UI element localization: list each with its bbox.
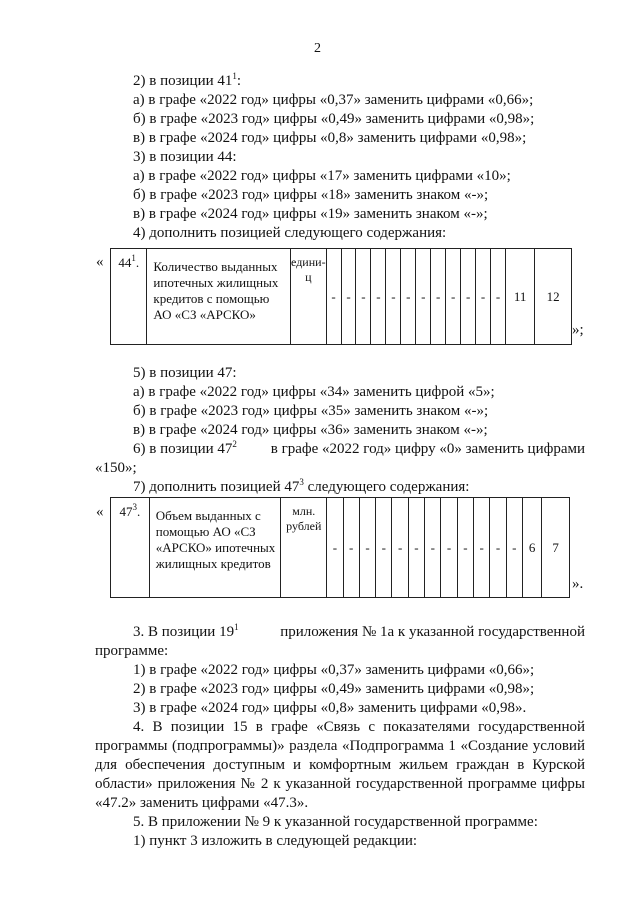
table1-cell: - — [431, 249, 446, 345]
table2-cell: - — [327, 498, 343, 598]
page-number: 2 — [314, 41, 321, 56]
table1 — [110, 248, 572, 345]
table2-cell: - — [425, 498, 441, 598]
table2-unit: млн. рублей — [281, 498, 327, 598]
para-3-item-1: 1) в графе «2022 год» цифры «0,37» заменить цифрами «0,66»; — [133, 662, 535, 678]
table1-cell: - — [326, 249, 341, 345]
para-4-line-3: для обеспечения доступным и комфортным жильем граждан в Курской — [95, 757, 585, 773]
table1-cell: - — [491, 249, 506, 345]
table1-cell: - — [341, 249, 356, 345]
table1-cell: - — [416, 249, 431, 345]
table1-cell: - — [386, 249, 401, 345]
para-5-item-1: 1) пункт 3 изложить в следующей редакции: — [133, 833, 418, 849]
para-4-line-1: 4. В позиции 15 в графе «Связь с показателями государственной — [133, 719, 585, 735]
table2-cell: - — [490, 498, 506, 598]
item-3b: б) в графе «2023 год» цифры «18» заменить знаком «-»; — [133, 187, 489, 203]
table2-cell: - — [343, 498, 359, 598]
item-2c: в) в графе «2024 год» цифры «0,8» заменить цифрами «0,98»; — [133, 130, 527, 146]
item-3-position-44: 3) в позиции 44: — [133, 149, 237, 165]
table2-indicator-name: Объем выданных с помощью АО «СЗ «АРСКО» ипотечных жилищных кредитов — [149, 498, 281, 598]
table2-close-quote: ». — [572, 576, 584, 592]
para-4-line-5: «47.2» заменить цифрами «47.3». — [95, 795, 309, 811]
item-5a: а) в графе «2022 год» цифры «34» заменить цифрой «5»; — [133, 384, 495, 400]
table1-cell: - — [476, 249, 491, 345]
table2 — [110, 497, 570, 598]
table1-close-quote: »; — [572, 322, 584, 338]
para-4-line-2: программы (подпрограммы)» раздела «Подпрограмма 1 «Создание условий — [95, 738, 585, 754]
table2-cell: - — [376, 498, 392, 598]
table2-cell: - — [392, 498, 408, 598]
item-5-position-47: 5) в позиции 47: — [133, 365, 237, 381]
item-2-position-41: 2) в позиции $41^1$: — [133, 71, 242, 89]
table2-cell: - — [441, 498, 457, 598]
item-6-continued: «150»; — [95, 460, 137, 476]
item-5b: б) в графе «2023 год» цифры «35» заменить знаком «-»; — [133, 403, 489, 419]
table2-cell: - — [474, 498, 490, 598]
item-3c: в) в графе «2024 год» цифры «19» заменить знаком «-»; — [133, 206, 488, 222]
para-3-continued: программе: — [95, 643, 169, 659]
item-7-add-position: 7) дополнить позицией $47^3$ следующего содержания: — [133, 477, 470, 495]
para-3-item-2: 2) в графе «2023 год» цифры «0,49» заменить цифрами «0,98»; — [133, 681, 535, 697]
table1-cell: - — [356, 249, 371, 345]
table2-value-2023: 6 — [522, 498, 541, 598]
para-5: 5. В приложении № 9 к указанной государственной программе: — [133, 814, 538, 830]
table2-cell: - — [408, 498, 424, 598]
para-3-item-3: 3) в графе «2024 год» цифры «0,8» заменить цифрами «0,98». — [133, 700, 527, 716]
item-6: 6) в позиции $47^2$ в графе «2022 год» цифру «0» заменить цифрами — [133, 439, 585, 457]
para-4-line-4: области» приложения № 2 к указанной государственной программе цифры — [95, 776, 585, 792]
table1-value-2024: 12 — [535, 249, 572, 345]
item-2a: а) в графе «2022 год» цифры «0,37» заменить цифрами «0,66»; — [133, 92, 534, 108]
table1-unit: единиц — [291, 249, 327, 345]
table1-cell: - — [461, 249, 476, 345]
table2-cell: - — [457, 498, 473, 598]
table1-value-2023: 11 — [506, 249, 535, 345]
item-5c: в) в графе «2024 год» цифры «36» заменить знаком «-»; — [133, 422, 488, 438]
table2-value-2024: 7 — [542, 498, 570, 598]
table2-cell: - — [506, 498, 522, 598]
table1-cell: - — [446, 249, 461, 345]
table1-cell: - — [371, 249, 386, 345]
table2-number: $47^3$. — [111, 498, 150, 598]
para-3: 3. В позиции $19^1$ приложения № 1а к указанной государственной — [133, 622, 585, 640]
table1-cell: - — [401, 249, 416, 345]
table1-number: $44^1$. — [111, 249, 147, 345]
item-4-add-position: 4) дополнить позицией следующего содержания: — [133, 225, 447, 241]
table2-cell: - — [359, 498, 375, 598]
item-2b: б) в графе «2023 год» цифры «0,49» заменить цифрами «0,98»; — [133, 111, 535, 127]
table2-open-quote: « — [96, 504, 104, 520]
table1-indicator-name: Количество выданных ипотечных жилищных кредитов с помощью АО «СЗ «АРСКО» — [147, 249, 291, 345]
table1-open-quote: « — [96, 254, 104, 270]
item-3a: а) в графе «2022 год» цифры «17» заменить цифрами «10»; — [133, 168, 511, 184]
